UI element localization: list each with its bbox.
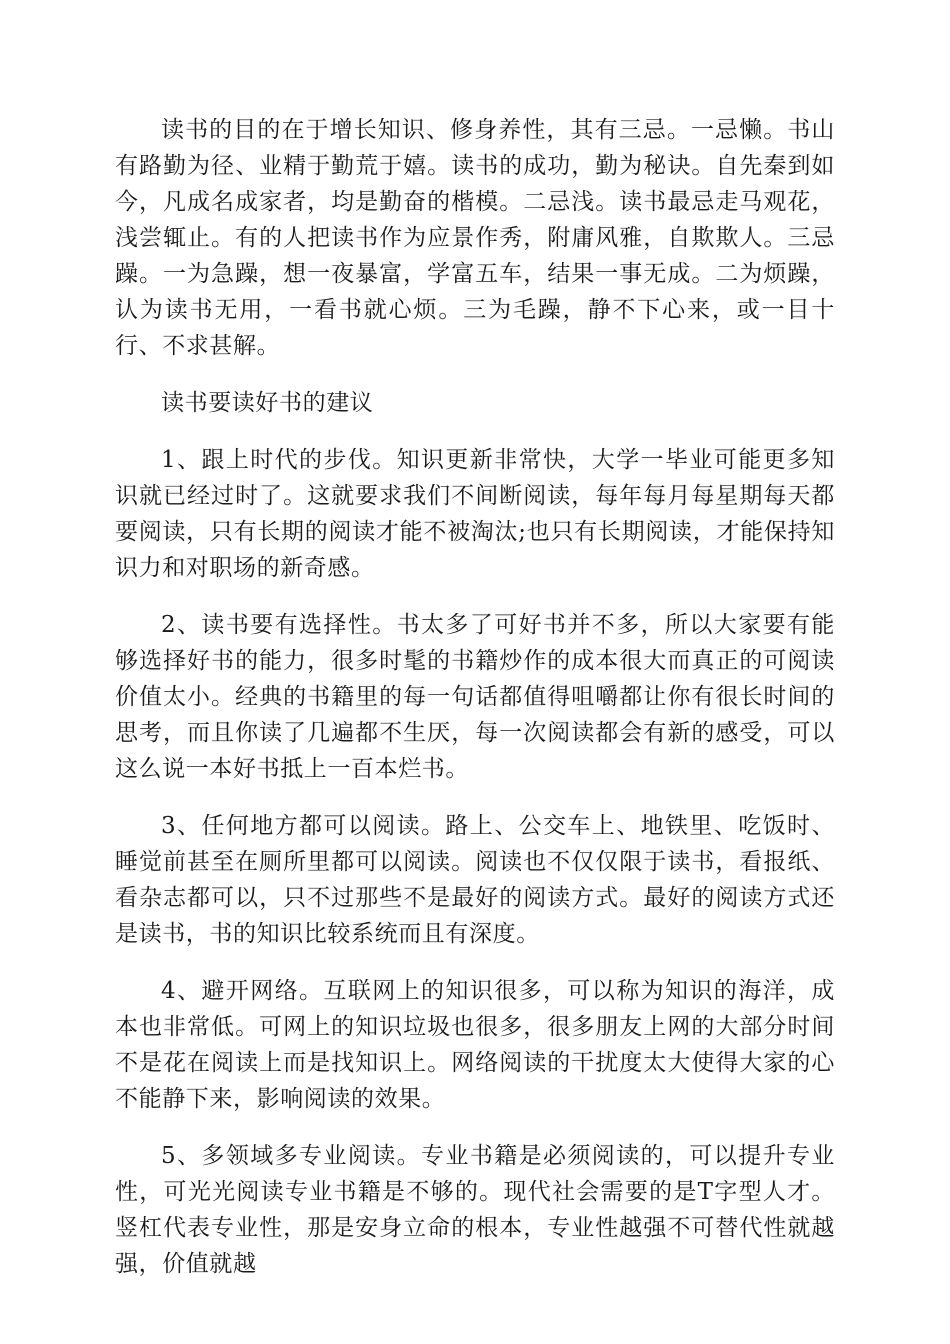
- paragraph-tip-4: 4、避开网络。互联网上的知识很多，可以称为知识的海洋，成本也非常低。可网上的知识垃圾也很多，很多朋友上网的大部分时间不是花在阅读上而是找知识上。网络阅读的干扰度太大使得大家的心不能静下来，影响阅读的效果。: [115, 978, 835, 1112]
- paragraph-three-taboos: 读书的目的在于增长知识、修身养性，其有三忌。一忌懒。书山有路勤为径、业精于勤荒于嬉。读书的成功，勤为秘诀。自先秦到如今，凡成名成家者，均是勤奋的楷模。二忌浅。读书最忌走马观花，浅尝辄止。有的人把读书作为应景作秀，附庸风雅，自欺欺人。三忌躁。一为急躁，想一夜暴富，学富五车，结果一事无成。二为烦躁，认为读书无用，一看书就心烦。三为毛躁，静不下心来，或一目十行、不求甚解。: [115, 117, 835, 359]
- document-page: [115, 112, 835, 1303]
- paragraph-tip-1: 1、跟上时代的步伐。知识更新非常快，大学一毕业可能更多知识就已经过时了。这就要求我们不间断阅读，每年每月每星期每天都要阅读，只有长期的阅读才能不被淘汰;也只有长期阅读，才能保持知识力和对职场的新奇感。: [115, 447, 835, 581]
- paragraph-tip-3: 3、任何地方都可以阅读。路上、公交车上、地铁里、吃饭时、睡觉前甚至在厕所里都可以阅读。阅读也不仅仅限于读书，看报纸、看杂志都可以，只不过那些不是最好的阅读方式。最好的阅读方式还是读书，书的知识比较系统而且有深度。: [115, 813, 835, 947]
- paragraph-tip-5: 5、多领域多专业阅读。专业书籍是必须阅读的，可以提升专业性，可光光阅读专业书籍是不够的。现代社会需要的是T字型人才。竖杠代表专业性，那是安身立命的根本，专业性越强不可替代性就越强，价值就越: [115, 1143, 835, 1277]
- section-heading: 读书要读好书的建议: [161, 390, 374, 416]
- paragraph-tip-2: 2、读书要有选择性。书太多了可好书并不多，所以大家要有能够选择好书的能力，很多时髦的书籍炒作的成本很大而真正的可阅读价值太小。经典的书籍里的每一句话都值得咀嚼都让你有很长时间的思考，而且你读了几遍都不生厌，每一次阅读都会有新的感受，可以这么说一本好书抵上一百本烂书。: [115, 612, 835, 782]
